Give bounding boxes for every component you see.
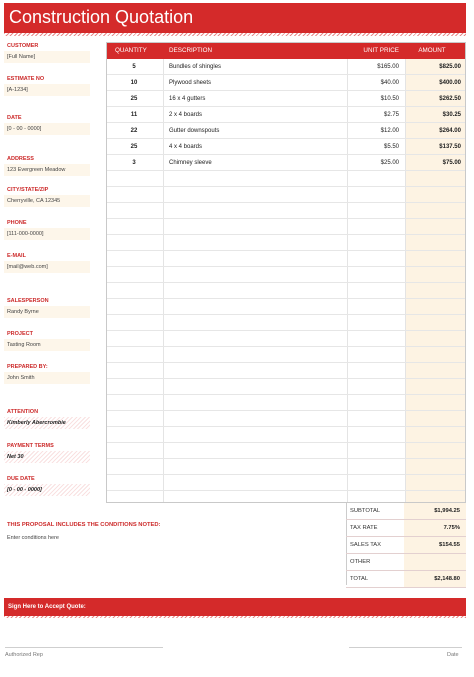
- items-table: [106, 42, 466, 503]
- totals-label: SUBTOTAL: [350, 508, 381, 514]
- conditions-input[interactable]: Enter conditions here: [7, 535, 59, 541]
- unit-price-cell[interactable]: $40.00: [380, 80, 399, 86]
- description-cell[interactable]: Gutter downspouts: [169, 128, 220, 134]
- authorized-rep-label: Authorized Rep: [5, 652, 43, 658]
- unit-price-cell[interactable]: $10.50: [380, 96, 399, 102]
- info-field: [4, 42, 90, 63]
- description-cell[interactable]: 4 x 4 boards: [169, 144, 203, 150]
- field-value[interactable]: [0 - 00 - 0000]: [4, 123, 90, 135]
- empty-table-row[interactable]: [107, 267, 465, 283]
- field-value[interactable]: Tasting Room: [4, 339, 90, 351]
- empty-table-row[interactable]: [107, 283, 465, 299]
- info-field: [4, 114, 90, 135]
- totals-value-background: [404, 554, 466, 570]
- amount-cell[interactable]: $264.00: [439, 128, 461, 134]
- quantity-cell[interactable]: 11: [130, 112, 138, 118]
- totals-value[interactable]: $2,148.80: [434, 576, 460, 582]
- totals-value[interactable]: 7.75%: [443, 525, 460, 531]
- table-header: [107, 43, 465, 59]
- unit-price-cell[interactable]: $5.50: [383, 144, 399, 150]
- field-value[interactable]: Net 30: [4, 451, 90, 463]
- amount-cell[interactable]: $825.00: [439, 64, 461, 70]
- field-value[interactable]: John Smith: [4, 372, 90, 384]
- field-label: SALESPERSON: [7, 298, 49, 304]
- table-row: [107, 155, 465, 171]
- info-field: [4, 442, 90, 463]
- empty-table-row[interactable]: [107, 315, 465, 331]
- empty-table-row[interactable]: [107, 395, 465, 411]
- totals-label: SALES TAX: [350, 542, 382, 548]
- date-signature-line[interactable]: [349, 647, 462, 648]
- authorized-signature-line[interactable]: [5, 647, 163, 648]
- quantity-cell[interactable]: 10: [130, 80, 138, 86]
- conditions-title: THIS PROPOSAL INCLUDES THE CONDITIONS NOTED:: [7, 522, 161, 528]
- empty-table-row[interactable]: [107, 171, 465, 187]
- amount-cell[interactable]: $75.00: [442, 160, 461, 166]
- empty-table-row[interactable]: [107, 411, 465, 427]
- info-field: [4, 75, 90, 96]
- empty-table-row[interactable]: [107, 219, 465, 235]
- info-field: [4, 186, 90, 207]
- empty-table-row[interactable]: [107, 187, 465, 203]
- description-cell[interactable]: 16 x 4 gutters: [169, 96, 206, 102]
- field-label: PAYMENT TERMS: [7, 443, 54, 449]
- quantity-cell[interactable]: 25: [130, 144, 138, 150]
- field-value[interactable]: [Full Name]: [4, 51, 90, 63]
- totals-label: TAX RATE: [350, 525, 378, 531]
- unit-price-cell[interactable]: $25.00: [380, 160, 399, 166]
- description-cell[interactable]: 2 x 4 boards: [169, 112, 203, 118]
- field-value[interactable]: [A-1234]: [4, 84, 90, 96]
- sign-bar-label: Sign Here to Accept Quote:: [8, 604, 86, 610]
- field-value[interactable]: Randy Byrne: [4, 306, 90, 318]
- sign-bar: [4, 598, 466, 616]
- amount-cell[interactable]: $262.50: [439, 96, 461, 102]
- info-field: [4, 408, 90, 429]
- empty-table-row[interactable]: [107, 443, 465, 459]
- table-row: [107, 123, 465, 139]
- totals-label: OTHER: [350, 559, 371, 565]
- field-value[interactable]: [111-000-0000]: [4, 228, 90, 240]
- amount-cell[interactable]: $400.00: [439, 80, 461, 86]
- field-value[interactable]: Cherryville, CA 12345: [4, 195, 90, 207]
- info-field: [4, 155, 90, 176]
- empty-table-row[interactable]: [107, 203, 465, 219]
- field-value[interactable]: 123 Evergreen Meadow: [4, 164, 90, 176]
- header-description: DESCRIPTION: [169, 47, 213, 54]
- unit-price-cell[interactable]: $12.00: [380, 128, 399, 134]
- description-cell[interactable]: Plywood sheets: [169, 80, 212, 86]
- table-row: [107, 91, 465, 107]
- field-label: ADDRESS: [7, 156, 34, 162]
- info-field: [4, 252, 90, 273]
- quantity-cell[interactable]: 5: [132, 64, 136, 70]
- info-field: [4, 219, 90, 240]
- quantity-cell[interactable]: 25: [130, 96, 138, 102]
- field-value[interactable]: [mail@web.com]: [4, 261, 90, 273]
- field-label: PHONE: [7, 220, 27, 226]
- totals-value[interactable]: $154.55: [439, 542, 460, 548]
- header-amount: AMOUNT: [418, 47, 446, 54]
- description-cell[interactable]: Chimney sleeve: [169, 160, 212, 166]
- field-label: ESTIMATE NO: [7, 76, 45, 82]
- empty-table-row[interactable]: [107, 347, 465, 363]
- totals-section: [346, 503, 466, 588]
- table-body: [107, 59, 465, 491]
- empty-table-row[interactable]: [107, 459, 465, 475]
- field-label: PREPARED BY:: [7, 364, 48, 370]
- field-label: CITY/STATE/ZIP: [7, 187, 49, 193]
- unit-price-cell[interactable]: $165.00: [377, 64, 399, 70]
- field-label: PROJECT: [7, 331, 33, 337]
- empty-table-row[interactable]: [107, 299, 465, 315]
- empty-table-row[interactable]: [107, 331, 465, 347]
- amount-cell[interactable]: $137.50: [439, 144, 461, 150]
- header-unit-price: UNIT PRICE: [363, 47, 399, 54]
- table-row: [107, 107, 465, 123]
- totals-value[interactable]: $1,994.25: [434, 508, 460, 514]
- field-value[interactable]: [0 - 00 - 0000]: [4, 484, 90, 496]
- empty-table-row[interactable]: [107, 363, 465, 379]
- sign-stripe: [4, 616, 466, 618]
- empty-table-row[interactable]: [107, 251, 465, 267]
- description-cell[interactable]: Bundles of shingles: [169, 64, 222, 70]
- table-row: [107, 59, 465, 75]
- page-title: Construction Quotation: [9, 7, 194, 27]
- amount-cell[interactable]: $30.25: [442, 112, 461, 118]
- table-row: [107, 139, 465, 155]
- info-field: [4, 475, 90, 496]
- quantity-cell[interactable]: 3: [132, 160, 136, 166]
- field-label: DATE: [7, 115, 22, 121]
- field-label: CUSTOMER: [7, 43, 39, 49]
- empty-table-row[interactable]: [107, 379, 465, 395]
- field-label: DUE DATE: [7, 476, 35, 482]
- table-row: [107, 75, 465, 91]
- field-label: E-MAIL: [7, 253, 26, 259]
- info-field: [4, 363, 90, 384]
- header-quantity: QUANTITY: [115, 47, 147, 54]
- unit-price-cell[interactable]: $2.75: [383, 112, 399, 118]
- title-bar: [4, 3, 466, 33]
- totals-row: [346, 537, 466, 554]
- empty-table-row[interactable]: [107, 235, 465, 251]
- totals-row: [346, 520, 466, 537]
- date-label: Date: [447, 652, 459, 658]
- totals-row: [346, 554, 466, 571]
- empty-table-row[interactable]: [107, 475, 465, 491]
- info-field: [4, 297, 90, 318]
- quantity-cell[interactable]: 22: [130, 128, 138, 134]
- field-label: ATTENTION: [7, 409, 39, 415]
- title-stripe: [4, 33, 466, 36]
- field-value[interactable]: Kimberly Abercrombie: [4, 417, 90, 429]
- info-field: [4, 330, 90, 351]
- totals-row: [346, 571, 466, 588]
- empty-table-row[interactable]: [107, 427, 465, 443]
- totals-label: TOTAL: [350, 576, 369, 582]
- totals-row: [346, 503, 466, 520]
